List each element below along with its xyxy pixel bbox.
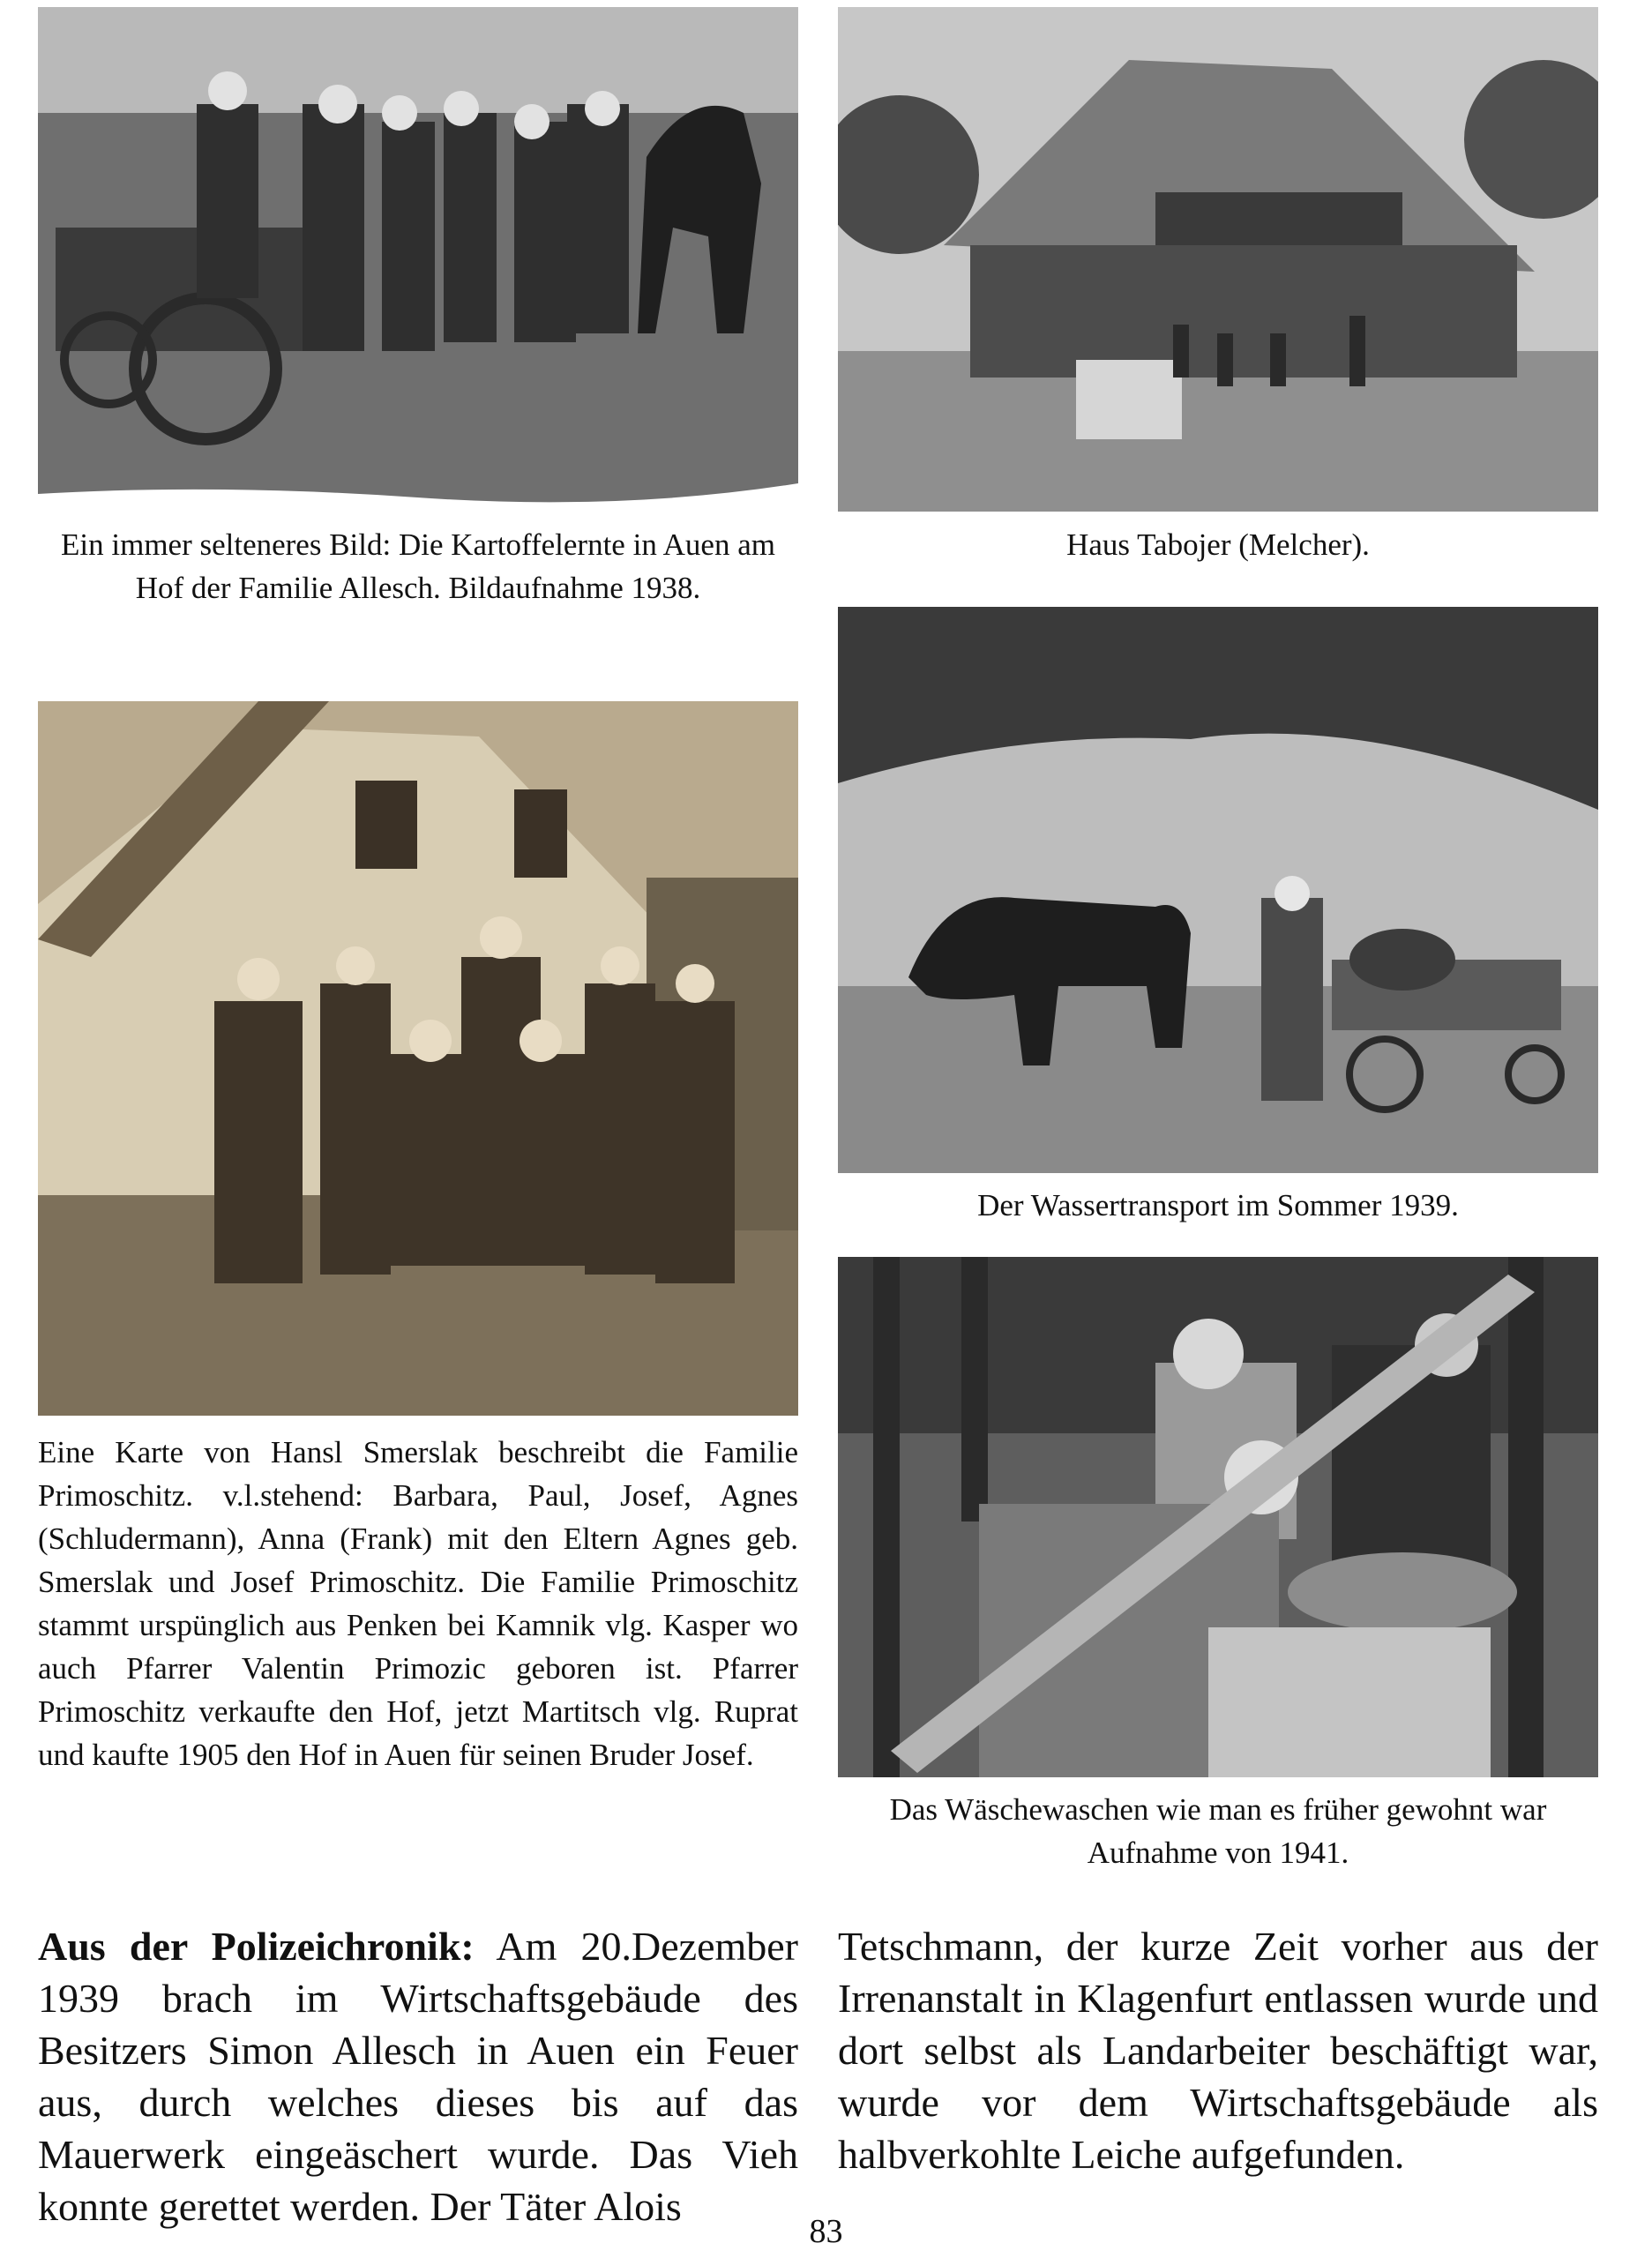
caption-laundry: Das Wäschewaschen wie man es früher gewohnt war Aufnahme von 1941. xyxy=(889,1792,1547,1870)
article-text-left: Am 20.Dezember 1939 brach im Wirtschaftsgebäude des Besitzers Simon Allesch in Auen ein Feuer aus, durch welches dieses bis auf das Mauerwerk eingeäschert wurde. Das Vieh konnte gerettet werden. Der Täter Alois xyxy=(38,1924,798,2229)
caption-water: Der Wassertransport im Sommer 1939. xyxy=(977,1188,1459,1222)
article-lead: Aus der Polizeichronik: xyxy=(38,1924,475,1969)
photo-family xyxy=(38,701,798,1416)
photo-laundry xyxy=(838,1257,1598,1777)
photo-water xyxy=(838,607,1598,1173)
article-text-right: Tetschmann, der kurze Zeit vorher aus der Irrenanstalt in Klagenfurt entlassen wurde und dort selbst als Landarbeiter beschäftigt war, wurde vor dem Wirtschaftsgebäude als halbverkohlte Leiche aufgefunden. xyxy=(838,1924,1598,2177)
photo-family-primoschitz-icon xyxy=(38,701,798,1416)
caption-harvest: Ein immer selteneres Bild: Die Kartoffelernte in Auen am Hof der Familie Allesch. Bildaufnahme 1938. xyxy=(61,527,775,605)
article-left-column xyxy=(38,1920,798,2232)
caption-house: Haus Tabojer (Melcher). xyxy=(1066,527,1370,562)
photo-house xyxy=(838,7,1598,512)
photo-laundry-women-icon xyxy=(838,1257,1598,1777)
photo-harvest xyxy=(38,7,798,507)
photo-house-tabojer-icon xyxy=(838,7,1598,512)
photo-family-potato-harvest-icon xyxy=(38,7,798,507)
article-right-column xyxy=(838,1920,1598,2180)
caption-family: Eine Karte von Hansl Smerslak beschreibt die Familie Primoschitz. v.l.stehend: Barbara, Paul, Josef, Agnes (Schludermann), Anna (Frank) mit den Eltern Agnes geb. Smerslak und Josef Primoschitz. Die Familie Primoschitz stammt urspünglich aus Penken bei Kamnik vlg. Kasper wo auch Pfarrer Valentin Primozic geboren ist. Pfarrer Primoschitz verkaufte den Hof, jetzt Martitsch vlg. Ruprat und kaufte 1905 den Hof in Auen für seinen Bruder Josef. xyxy=(38,1435,798,1772)
page-number: 83 xyxy=(809,2213,843,2250)
photo-water-transport-ox-icon xyxy=(838,607,1598,1173)
